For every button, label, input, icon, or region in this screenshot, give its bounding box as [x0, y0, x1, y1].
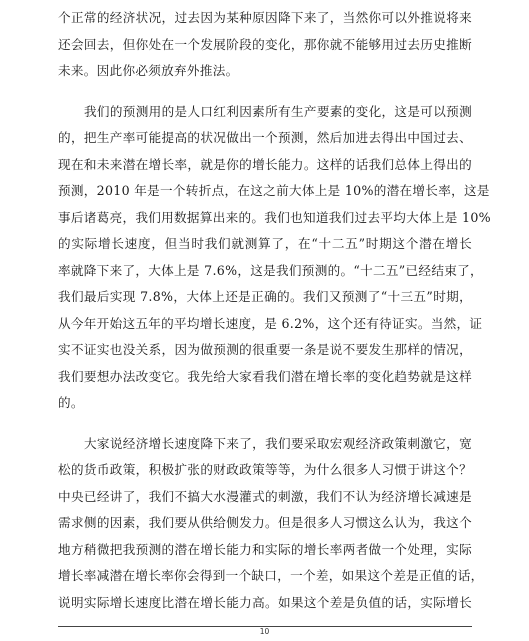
- text-line: 需求侧的因素，我们要从供给侧发力。但是很多人习惯这么认为，我这个: [58, 515, 472, 530]
- paragraph-gap: [58, 417, 472, 431]
- text-line: 的，把生产率可能提高的状况做出一个预测，然后加进去得出中国过去、: [58, 130, 472, 145]
- paragraph-1: [58, 5, 472, 85]
- text-line: 大家说经济增长速度降下来了，我们要采取宏观经济政策刺激它，宽: [84, 435, 472, 451]
- text-line: 预测，2010 年是一个转折点，在这之前大体上是 10%的潜在增长率，这是: [58, 183, 490, 198]
- text-line: 现在和未来潜在增长率，就是你的增长能力。这样的话我们总体上得出的: [58, 156, 472, 172]
- text-line: 率就降下来了，大体上是 7.6%，这是我们预测的。“十二五”已经结束了，: [58, 262, 483, 278]
- text-line: 实不证实也没关系，因为做预测的很重要一条是说不要发生那样的情况，: [58, 342, 472, 357]
- text-line: 未来。因此你必须放弃外推法。: [58, 63, 239, 78]
- paragraph-3: [58, 431, 484, 617]
- page-number: 10: [259, 627, 270, 636]
- paragraph-2: [58, 99, 491, 417]
- text-line: 还会回去，但你处在一个发展阶段的变化，那你就不能够用过去历史推断: [58, 36, 472, 52]
- text-line: 我们的预测用的是人口红利因素所有生产要素的变化，这是可以预测: [84, 103, 472, 119]
- text-line: 我们要想办法改变它。我先给大家看我们潜在增长率的变化趋势就是这样: [58, 368, 472, 384]
- text-line: 说明实际增长速度比潜在增长能力高。如果这个差是负值的话，实际增长: [58, 594, 472, 610]
- text-line: 增长率减潜在增长率你会得到一个缺口，一个差，如果这个差是正值的话，: [58, 568, 484, 583]
- paragraph-gap: [58, 85, 472, 99]
- text-line: 中央已经讲了，我们不搞大水漫灌式的刺激，我们不认为经济增长减速是: [58, 488, 472, 504]
- document-page: [58, 0, 491, 616]
- text-line: 松的货币政策，积极扩张的财政政策等等，为什么很多人习惯于讲这个？: [58, 462, 472, 477]
- text-line: 从今年开始这五年的平均增长速度，是 6.2%，这个还有待证实。当然，证: [58, 315, 483, 331]
- text-line: 地方稍微把我预测的潜在增长能力和实际的增长率两者做一个处理，实际: [58, 541, 472, 557]
- text-line: 个正常的经济状况，过去因为某种原因降下来了，当然你可以外推说将来: [58, 10, 472, 25]
- text-line: 事后诸葛亮，我们用数据算出来的。我们也知道我们过去平均大体上是 10%: [58, 209, 491, 225]
- text-line: 的。: [58, 395, 84, 410]
- text-line: 我们最后实现 7.8%，大体上还是正确的。我们又预测了“十三五”时期，: [58, 289, 472, 304]
- text-line: 的实际增长速度，但当时我们就测算了，在“十二五”时期这个潜在增长: [58, 236, 472, 251]
